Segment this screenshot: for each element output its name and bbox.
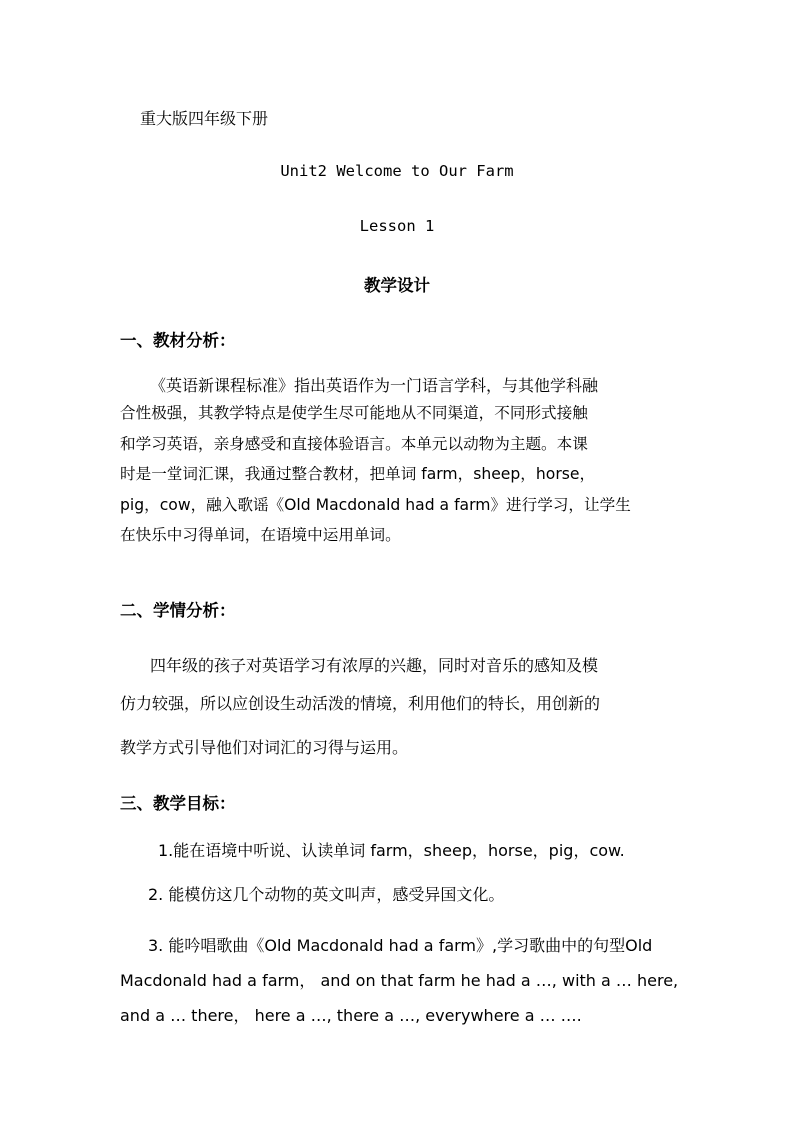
- section-heading-teaching-goals: 三、教学目标：: [120, 794, 236, 813]
- paragraph-line: pig，cow，融入歌谣《Old Macdonald had a farm》进行学习，让学生: [120, 495, 631, 514]
- document-title: 教学设计: [364, 276, 430, 295]
- unit-title: Unit2 Welcome to Our Farm: [280, 162, 514, 180]
- goal-item-3-continuation: and a … there， here a …, there a …, everywhere a … ….: [120, 1006, 582, 1025]
- textbook-edition: 重大版四年级下册: [140, 109, 269, 128]
- goal-item-1: 1.能在语境中听说、认读单词 farm，sheep，horse，pig，cow.: [158, 841, 625, 860]
- paragraph-line: 在快乐中习得单词，在语境中运用单词。: [120, 526, 401, 544]
- paragraph-line: 《英语新课程标准》指出英语作为一门语言学科，与其他学科融: [150, 376, 599, 395]
- section-heading-student-analysis: 二、学情分析：: [120, 601, 236, 620]
- paragraph-line: 仿力较强，所以应创设生动活泼的情境，利用他们的特长，用创新的: [120, 694, 601, 713]
- paragraph-line: 合性极强，其教学特点是使学生尽可能地从不同渠道，不同形式接触: [120, 404, 588, 422]
- goal-item-3: 3. 能吟唱歌曲《Old Macdonald had a farm》,学习歌曲中的句型Old: [148, 936, 653, 955]
- paragraph-line: 四年级的孩子对英语学习有浓厚的兴趣，同时对音乐的感知及模: [150, 656, 599, 675]
- section-heading-textbook-analysis: 一、教材分析：: [120, 331, 236, 350]
- paragraph-line: 时是一堂词汇课，我通过整合教材，把单词 farm，sheep，horse，: [120, 465, 596, 483]
- goal-item-3-continuation: Macdonald had a farm， and on that farm he had a …, with a … here,: [120, 971, 679, 990]
- lesson-title: Lesson 1: [359, 217, 435, 235]
- paragraph-line: 教学方式引导他们对词汇的习得与运用。: [120, 738, 409, 757]
- paragraph-body: [120, 398, 676, 551]
- paragraph-line: 和学习英语，亲身感受和直接体验语言。本单元以动物为主题。本课: [120, 434, 588, 453]
- goal-item-2: 2. 能模仿这几个动物的英文叫声，感受异国文化。: [148, 885, 505, 904]
